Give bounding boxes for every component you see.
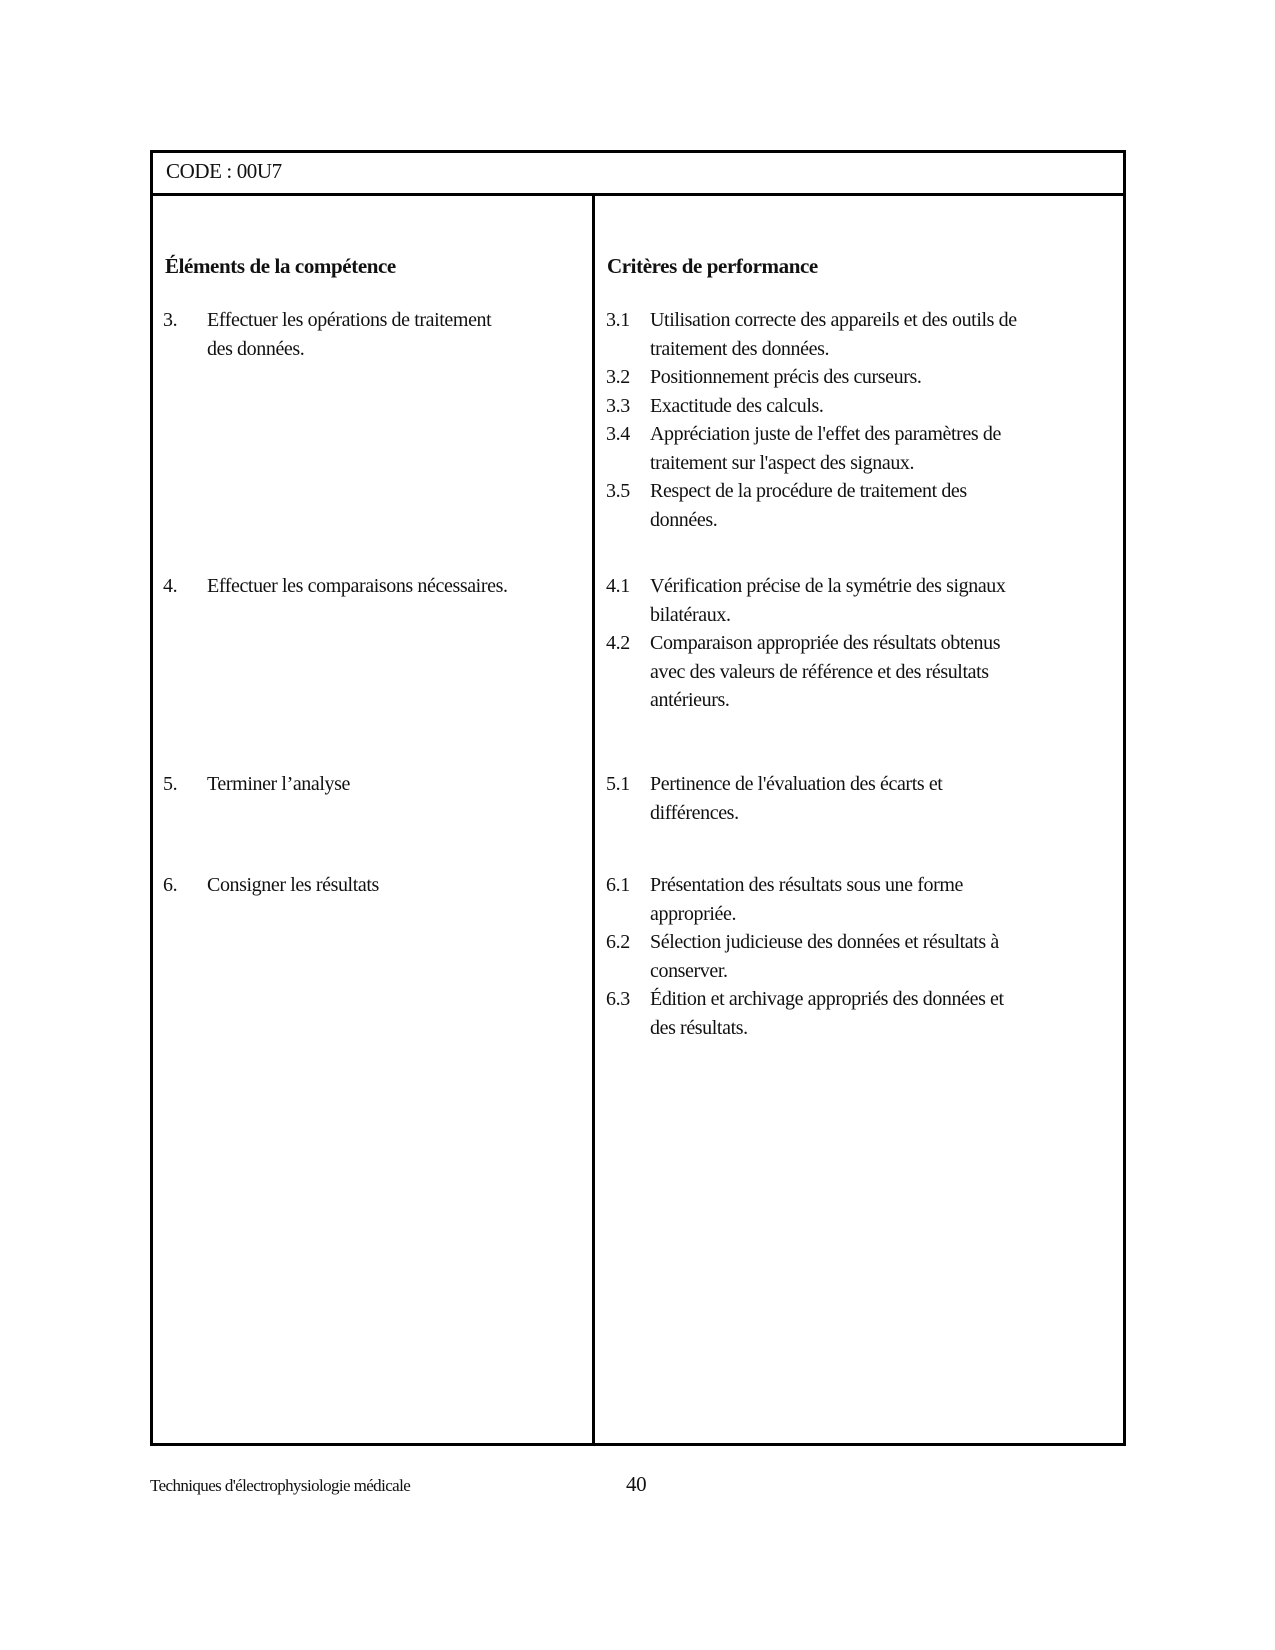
criterion-text: Édition et archivage appropriés des données et bbox=[650, 988, 1004, 1010]
criterion-number: 3.3 bbox=[606, 394, 630, 417]
criterion-text: Utilisation correcte des appareils et des outils de bbox=[650, 309, 1017, 331]
criterion-text: avec des valeurs de référence et des résultats bbox=[650, 660, 989, 683]
criterion-text: bilatéraux. bbox=[650, 603, 731, 626]
criterion-text: Appréciation juste de l'effet des paramètres de bbox=[650, 423, 1001, 445]
element-number: 4. bbox=[163, 575, 178, 597]
criterion-text: différences. bbox=[650, 801, 739, 824]
criterion-number: 6.3 bbox=[606, 988, 630, 1010]
element-number: 3. bbox=[163, 309, 178, 331]
element-text: Terminer l’analyse bbox=[207, 773, 350, 795]
criterion-text: appropriée. bbox=[650, 902, 737, 925]
criterion-text: Vérification précise de la symétrie des signaux bbox=[650, 575, 1006, 597]
elements-header: Éléments de la compétence bbox=[165, 254, 396, 278]
code-label: CODE : 00U7 bbox=[166, 159, 282, 183]
criteria-header: Critères de performance bbox=[607, 254, 818, 278]
criterion-number: 3.4 bbox=[606, 423, 630, 445]
criterion-text: Respect de la procédure de traitement des bbox=[650, 480, 967, 502]
criterion-text: Présentation des résultats sous une forme bbox=[650, 874, 963, 896]
criterion-text: Positionnement précis des curseurs. bbox=[650, 366, 922, 388]
criterion-number: 4.1 bbox=[606, 575, 630, 597]
competence-table bbox=[150, 150, 1126, 1446]
element-text: Effectuer les comparaisons nécessaires. bbox=[207, 575, 508, 597]
criterion-number: 3.1 bbox=[606, 309, 630, 331]
element-number: 6. bbox=[163, 874, 178, 896]
element-text: des données. bbox=[207, 337, 305, 360]
criterion-text: traitement sur l'aspect des signaux. bbox=[650, 451, 915, 474]
element-text: Consigner les résultats bbox=[207, 874, 379, 896]
criterion-number: 6.2 bbox=[606, 931, 630, 953]
footer-title: Techniques d'électrophysiologie médicale bbox=[150, 1476, 411, 1495]
criterion-text: traitement des données. bbox=[650, 337, 830, 360]
page-number: 40 bbox=[626, 1472, 647, 1496]
criterion-number: 4.2 bbox=[606, 632, 630, 654]
element-number: 5. bbox=[163, 773, 178, 795]
column-divider bbox=[592, 193, 595, 1443]
criterion-number: 3.2 bbox=[606, 366, 630, 388]
criterion-text: des résultats. bbox=[650, 1016, 748, 1039]
criterion-text: Sélection judicieuse des données et résultats à bbox=[650, 931, 999, 953]
criterion-number: 5.1 bbox=[606, 773, 630, 795]
criterion-text: Exactitude des calculs. bbox=[650, 394, 824, 417]
criterion-number: 6.1 bbox=[606, 874, 630, 896]
criterion-text: données. bbox=[650, 508, 718, 531]
code-row bbox=[153, 153, 1123, 196]
criterion-text: Comparaison appropriée des résultats obtenus bbox=[650, 632, 1001, 654]
element-text: Effectuer les opérations de traitement bbox=[207, 309, 492, 331]
criterion-text: antérieurs. bbox=[650, 689, 730, 711]
criterion-text: Pertinence de l'évaluation des écarts et bbox=[650, 773, 943, 795]
criterion-number: 3.5 bbox=[606, 480, 630, 502]
criterion-text: conserver. bbox=[650, 959, 728, 982]
